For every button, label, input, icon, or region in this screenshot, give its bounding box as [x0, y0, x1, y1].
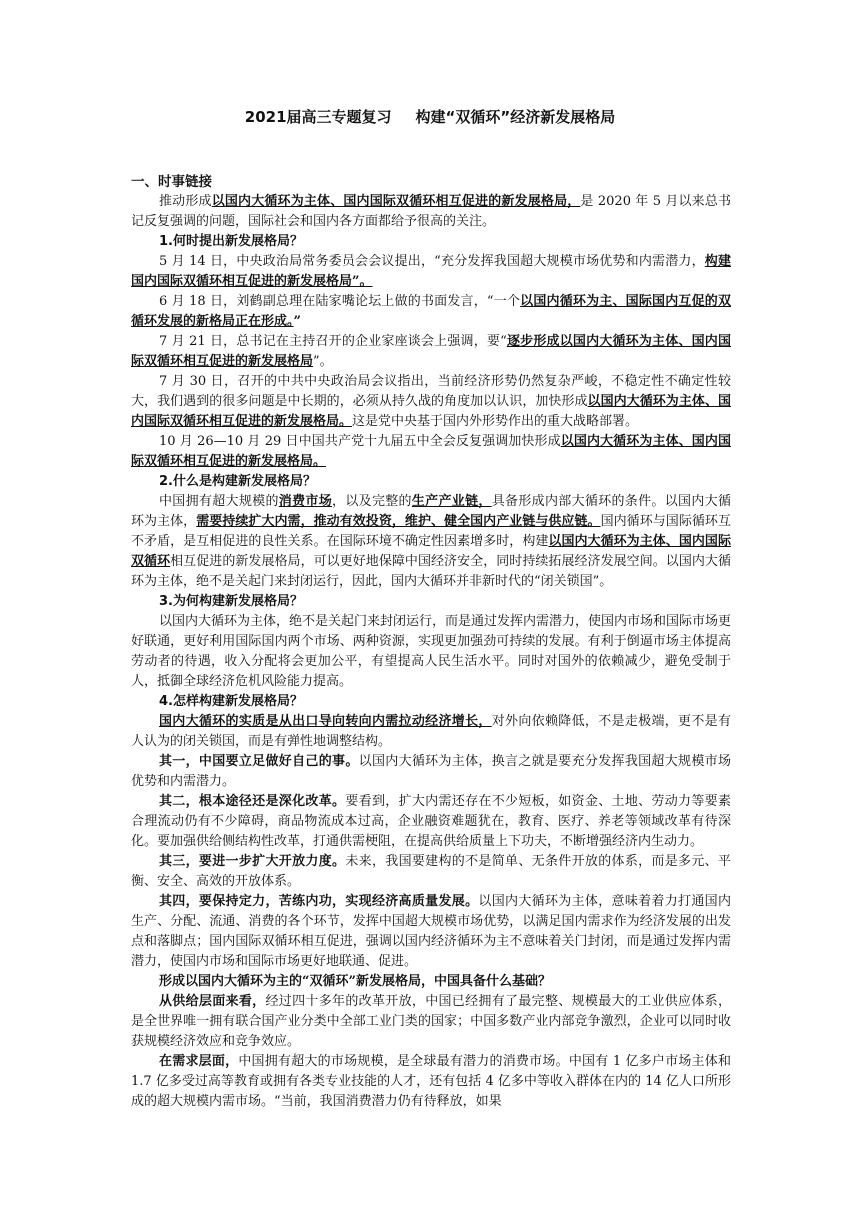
section-heading: 一、时事链接: [131, 174, 212, 190]
question-heading-1: 1.何时提出新发展格局？: [159, 234, 303, 249]
paragraph-point-3: 其三，要进一步扩大开放力度。未来，我国要建构的不是简单、无条件开放的体系，而是多元、平衡、安全、高效的开放体系。: [131, 854, 731, 889]
question-heading-5: 形成以国内大循环为主的“双循环”新发展格局，中国具备什么基础？: [159, 974, 551, 989]
paragraph-jul30: 7 月 30 日，召开的中共中央政治局会议指出，当前经济形势仍然复杂严峻，不稳定性不确定性较大，我们遇到的很多问题是中长期的，必须从持久战的角度加以认识，加快形成以国内大循环为主体、国内国际双循环相互促进的新发展格局。这是党中央基于国内外形势作出的重大战略部署。: [131, 374, 731, 429]
paragraph-point-4: 其四，要保持定力，苦练内功，实现经济高质量发展。以国内大循环为主体，意味着着力打通国内生产、分配、流通、消费的各个环节，发挥中国超大规模市场优势，以满足国内需求作为经济发展的出发点和落脚点；国内国际双循环相互促进，强调以国内经济循环为主不意味着关门封闭，而是通过发挥内需潜力，使国内市场和国际市场更好地联通、促进。: [131, 894, 731, 969]
paragraph-oct: 10 月 26—10 月 29 日中国共产党十九届五中全会反复强调加快形成以国内大循环为主体、国内国际双循环相互促进的新发展格局。: [131, 434, 731, 469]
paragraph-may14: 5 月 14 日，中央政治局常务委员会会议提出，“充分发挥我国超大规模市场优势和内需潜力，构建国内国际双循环相互促进的新发展格局”。: [131, 254, 731, 289]
paragraph-demand: 在需求层面，中国拥有超大的市场规模，是全球最有潜力的消费市场。中国有 1 亿多户市场主体和 1.7 亿多受过高等教育或拥有各类专业技能的人才，还有包括 4 亿多中等收入群体在内的 14 亿人口所形成的超大规模内需市场。“当前，我国消费潜力仍有待释放，如果: [131, 1054, 731, 1109]
paragraph-supply: 从供给层面来看，经过四十多年的改革开放，中国已经拥有了最完整、规模最大的工业供应体系，是全世界唯一拥有联合国产业分类中全部工业门类的国家；中国多数产业内部竞争激烈，企业可以同时收获规模经济效应和竞争效应。: [131, 994, 731, 1049]
title-course: 2021届高三专题复习: [244, 108, 392, 126]
paragraph-point-1: 其一，中国要立足做好自己的事。以国内大循环为主体，换言之就是要充分发挥我国超大规模市场优势和内需潜力。: [131, 754, 731, 789]
question-heading-3: 3.为何构建新发展格局？: [159, 594, 303, 609]
document-body: [131, 172, 731, 1112]
paragraph-jun18: 6 月 18 日，刘鹤副总理在陆家嘴论坛上做的书面发言，“一个以国内循环为主、国际国内互促的双循环发展的新格局正在形成。”: [131, 294, 731, 329]
paragraph-point-2: 其二，根本途径还是深化改革。要看到，扩大内需还存在不少短板，如资金、土地、劳动力等要素合理流动仍有不少障碍，商品物流成本过高，企业融资难题犹在，教育、医疗、养老等领域改革有待深化。要加强供给侧结构性改革，打通供需梗阻，在提高供给质量上下功夫，不断增强经济内生动力。: [131, 794, 731, 849]
paragraph-jul21: 7 月 21 日，总书记在主持召开的企业家座谈会上强调，要“逐步形成以国内大循环为主体、国内国际双循环相互促进的新发展格局”。: [131, 334, 731, 369]
paragraph-intro: 推动形成以国内大循环为主体、国内国际双循环相互促进的新发展格局，是 2020 年 5 月以来总书记反复强调的问题，国际社会和国内各方面都给予很高的关注。: [131, 194, 731, 229]
document-title: [0, 107, 860, 127]
paragraph-what: 中国拥有超大规模的消费市场，以及完整的生产产业链，具备形成内部大循环的条件。以国内大循环为主体，需要持续扩大内需，推动有效投资，维护、健全国内产业链与供应链。国内循环与国际循环互不矛盾，是互相促进的良性关系。在国际环境不确定性因素增多时，构建以国内大循环为主体、国内国际双循环相互促进的新发展格局，可以更好地保障中国经济安全，同时持续拓展经济发展空间。以国内大循环为主体，绝不是关起门来封闭运行，因此，国内大循环并非新时代的“闭关锁国”。: [131, 494, 731, 589]
paragraph-how: 国内大循环的实质是从出口导向转向内需拉动经济增长，对外向依赖降低，不是走极端，更不是有人认为的闭关锁国，而是有弹性地调整结构。: [131, 714, 731, 749]
paragraph-why: 以国内大循环为主体，绝不是关起门来封闭运行，而是通过发挥内需潜力，使国内市场和国际市场更好联通，更好利用国际国内两个市场、两种资源，实现更加强劲可持续的发展。有利于倒逼市场主体提高劳动者的待遇，收入分配将会更加公平，有望提高人民生活水平。同时对国外的依赖减少，避免受制于人，抵御全球经济危机风险能力提高。: [131, 614, 732, 689]
question-heading-4: 4.怎样构建新发展格局？: [159, 694, 303, 709]
title-topic: 构建“双循环”经济新发展格局: [415, 108, 616, 126]
question-heading-2: 2.什么是构建新发展格局？: [159, 474, 316, 489]
